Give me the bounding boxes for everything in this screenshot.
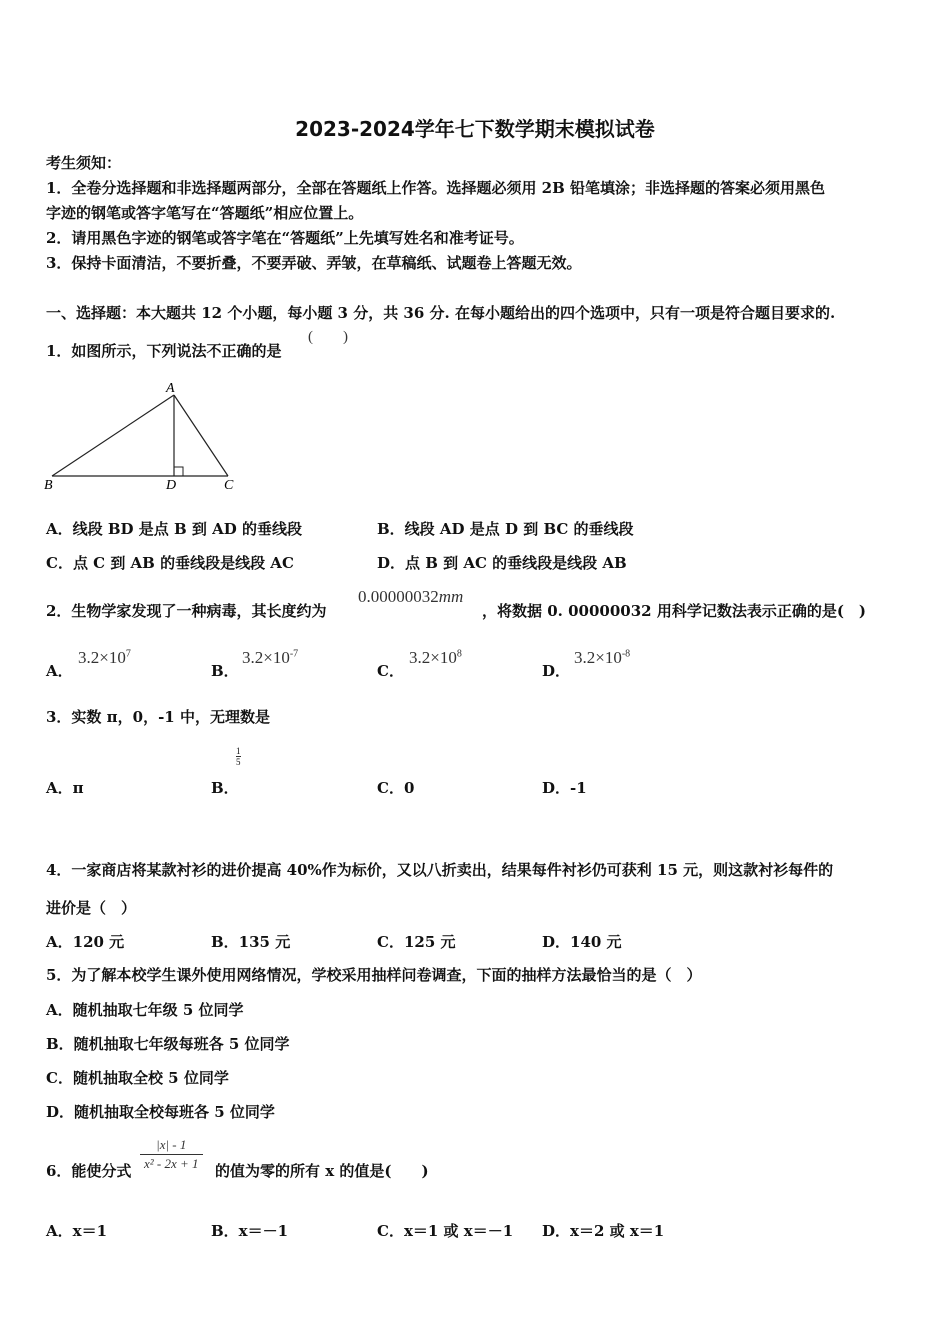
- label-a: A: [166, 381, 175, 396]
- notice-item-2: 2．请用黑色字迹的钢笔或答字笔在“答题纸”上先填写姓名和准考证号。: [46, 229, 524, 247]
- notice-item-1: 1．全卷分选择题和非选择题两部分，全部在答题纸上作答。选择题必须用 2B 铅笔填涂；非选择题的答案必须用黑色: [46, 179, 826, 197]
- q3-option-d[interactable]: D．-1: [542, 779, 587, 797]
- q1-stem: 1．如图所示，下列说法不正确的是: [46, 342, 282, 360]
- q6-option-b[interactable]: B．x＝－1: [211, 1222, 289, 1240]
- q2-option-b[interactable]: $3.2\times 10^{-7}$: [242, 648, 299, 667]
- q6-stem-prefix: 6．能使分式: [46, 1162, 132, 1180]
- q6-fraction: [140, 1136, 203, 1173]
- q5-stem: 5．为了解本校学生课外使用网络情况，学校采用抽样问卷调查，下面的抽样方法最恰当的是（ ）: [46, 966, 702, 984]
- q6-numerator: |x| - 1: [140, 1136, 203, 1155]
- q2-label-a[interactable]: A．: [46, 662, 73, 680]
- q1-option-a[interactable]: A．线段 BD 是点 B 到 AD 的垂线段: [46, 520, 302, 538]
- q6-stem-suffix: 的值为零的所有 x 的值是( ): [215, 1162, 429, 1180]
- q6-option-a[interactable]: A．x＝1: [46, 1222, 108, 1240]
- q2-label-c[interactable]: C．: [377, 662, 404, 680]
- q2-label-d[interactable]: D．: [542, 662, 571, 680]
- q6-option-d[interactable]: D．x＝2 或 x＝1: [542, 1222, 665, 1240]
- segment-ac: [174, 395, 228, 476]
- q4-stem-cont: 进价是（ ）: [46, 899, 137, 917]
- q3-option-a[interactable]: A．π: [46, 779, 84, 797]
- triangle-figure: [40, 378, 250, 493]
- section-heading: 一、选择题：本大题共 12 个小题，每小题 3 分，共 36 分. 在每小题给出的四个选项中，只有一项是符合题目要求的.: [46, 304, 836, 322]
- q5-option-c[interactable]: C．随机抽取全校 5 位同学: [46, 1069, 229, 1087]
- q2-label-b[interactable]: B．: [211, 662, 239, 680]
- q5-option-d[interactable]: D．随机抽取全校每班各 5 位同学: [46, 1103, 275, 1121]
- q3-stem: 3．实数 π，0，-1 中，无理数是: [46, 708, 270, 726]
- q2-value: 0.00000032mm: [358, 587, 464, 606]
- notice-heading: 考生须知：: [46, 154, 122, 172]
- q5-option-b[interactable]: B．随机抽取七年级每班各 5 位同学: [46, 1035, 290, 1053]
- q4-option-c[interactable]: C．125 元: [377, 933, 456, 951]
- q3-option-b-fraction[interactable]: 1 5: [236, 746, 241, 767]
- q2-option-a[interactable]: $3.2\times 10^7$: [78, 648, 131, 667]
- right-angle-mark: [174, 467, 183, 476]
- q2-option-c[interactable]: $3.2\times 10^8$: [409, 648, 462, 667]
- q1-option-d[interactable]: D．点 B 到 AC 的垂线段是线段 AB: [377, 554, 627, 572]
- q4-option-b[interactable]: B．135 元: [211, 933, 291, 951]
- q2-option-d[interactable]: $3.2\times 10^{-8}$: [574, 648, 631, 667]
- page-title: 2023-2024学年七下数学期末模拟试卷: [295, 117, 655, 141]
- q3-option-b[interactable]: B．: [211, 779, 239, 797]
- q2-stem-tail: ，将数据 0. 00000032 用科学记数法表示正确的是( ): [482, 602, 867, 620]
- q1-paren: ( ): [308, 329, 348, 345]
- q4-stem: 4．一家商店将某款衬衫的进价提高 40%作为标价，又以八折卖出，结果每件衬衫仍可获利 15 元，则这款衬衫每件的: [46, 861, 834, 879]
- q6-denominator: x² - 2x + 1: [144, 1156, 199, 1171]
- q3-option-c[interactable]: C．0: [377, 779, 415, 797]
- q2-stem: 2．生物学家发现了一种病毒，其长度约为: [46, 602, 327, 620]
- q6-option-c[interactable]: C．x＝1 或 x＝－1: [377, 1222, 514, 1240]
- q1-option-c[interactable]: C．点 C 到 AB 的垂线段是线段 AC: [46, 554, 294, 572]
- label-b: B: [44, 478, 53, 493]
- q4-option-a[interactable]: A．120 元: [46, 933, 125, 951]
- segment-ab: [52, 395, 174, 476]
- label-c: C: [224, 478, 234, 493]
- q4-option-d[interactable]: D．140 元: [542, 933, 622, 951]
- q5-option-a[interactable]: A．随机抽取七年级 5 位同学: [46, 1001, 244, 1019]
- label-d: D: [166, 478, 177, 493]
- notice-item-3: 3．保持卡面清洁，不要折叠，不要弄破、弄皱，在草稿纸、试题卷上答题无效。: [46, 254, 582, 272]
- q1-option-b[interactable]: B．线段 AD 是点 D 到 BC 的垂线段: [377, 520, 634, 538]
- notice-item-1-cont: 字迹的钢笔或答字笔写在“答题纸”相应位置上。: [46, 204, 364, 222]
